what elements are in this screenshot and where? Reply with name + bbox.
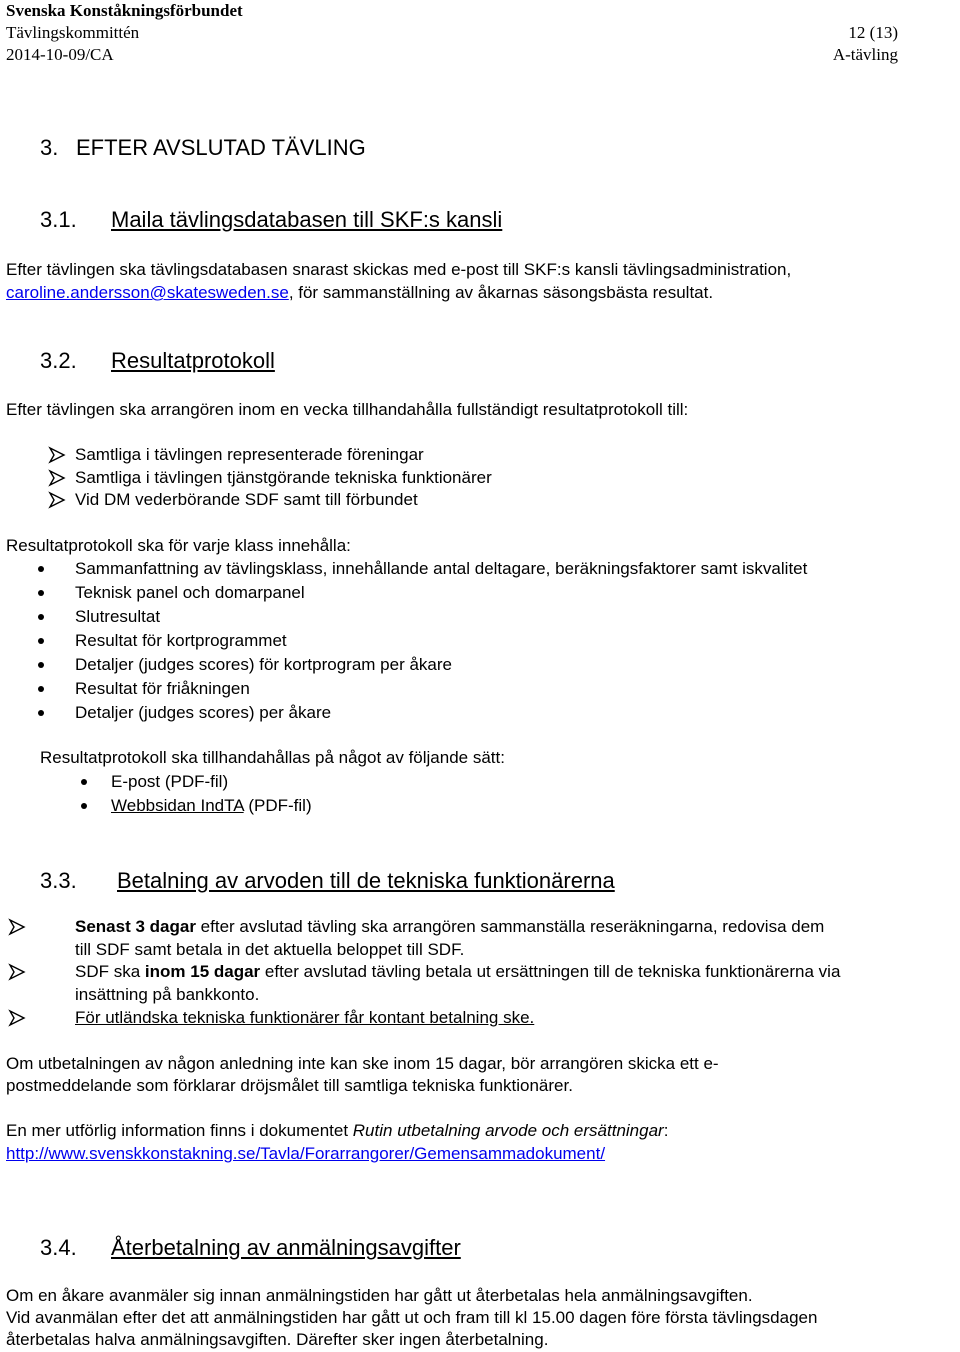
section-3-3-number: 3.3.: [40, 868, 77, 893]
delivery-item-web: [111, 795, 312, 817]
refund-line2: Vid avanmälan efter det att anmälningstiden har gått ut och fram till kl 15.00 dagen före första tävlingsdagen: [6, 1308, 818, 1327]
recipient-item: Samtliga i tävlingen tjänstgörande tekniska funktionärer: [75, 468, 492, 487]
recipient-item: Samtliga i tävlingen representerade föreningar: [75, 445, 424, 464]
section-3-1-number: 3.1.: [40, 207, 77, 232]
payment-rule-1-line2: till SDF samt betala in det aktuella beloppet till SDF.: [75, 940, 465, 959]
payment-rule-2: [75, 961, 840, 983]
arrow-bullet-icon: [48, 469, 66, 487]
kansli-email-link[interactable]: caroline.andersson@skatesweden.se: [6, 283, 289, 302]
bullet-dot-icon: [38, 662, 44, 668]
header-date: 2014-10-09/CA: [6, 45, 114, 64]
delivery-item-web-rest: (PDF-fil): [243, 796, 312, 815]
refund-line1: Om en åkare avanmäler sig innan anmälningstiden har gått ut återbetalas hela anmälningsavgiften.: [6, 1286, 753, 1305]
section-3-2-number: 3.2.: [40, 348, 77, 373]
header-page-number: 12 (13): [848, 23, 898, 42]
payment-rule-2-a: SDF ska: [75, 962, 145, 981]
section-3-4-number: 3.4.: [40, 1235, 77, 1260]
contents-item: Resultat för kortprogrammet: [75, 631, 287, 650]
bullet-dot-icon: [38, 686, 44, 692]
arrow-bullet-icon: [8, 918, 26, 936]
section-3-1-text-line1: Efter tävlingen ska tävlingsdatabasen snarast skickas med e-post till SKF:s kansli tävlingsadministration,: [6, 260, 792, 279]
delay-paragraph-line1: Om utbetalningen av någon anledning inte kan ske inom 15 dagar, bör arrangören skicka ett e-: [6, 1054, 719, 1073]
bullet-dot-icon: [81, 779, 87, 785]
bullet-dot-icon: [38, 590, 44, 596]
payment-rule-3: För utländska tekniska funktionärer får kontant betalning ske.: [75, 1008, 535, 1027]
section-3-3-title: Betalning av arvoden till de tekniska funktionärerna: [117, 868, 615, 893]
section-3-4-title: Återbetalning av anmälningsavgifter: [111, 1235, 461, 1260]
payment-rule-2-line2: insättning på bankkonto.: [75, 985, 260, 1004]
contents-item: Sammanfattning av tävlingsklass, innehållande antal deltagare, beräkningsfaktorer samt iskvalitet: [75, 559, 808, 578]
header-committee: Tävlingskommittén: [6, 23, 140, 42]
delivery-item-email: E-post (PDF-fil): [111, 772, 229, 791]
bullet-dot-icon: [38, 614, 44, 620]
arrow-bullet-icon: [48, 446, 66, 464]
bullet-dot-icon: [38, 566, 44, 572]
contents-item: Detaljer (judges scores) per åkare: [75, 703, 332, 722]
arrow-bullet-icon: [8, 963, 26, 981]
section-3-number: 3.: [40, 135, 59, 160]
payment-rule-2-rest: efter avslutad tävling betala ut ersättningen till de tekniska funktionärerna via: [260, 962, 841, 981]
arrow-bullet-icon: [8, 1009, 26, 1027]
contents-item: Resultat för friåkningen: [75, 679, 250, 698]
bullet-dot-icon: [38, 710, 44, 716]
indta-link[interactable]: Webbsidan IndTA: [111, 796, 244, 815]
header-organization: Svenska Konståkningsförbundet: [6, 1, 243, 20]
contents-intro: Resultatprotokoll ska för varje klass innehålla:: [6, 536, 351, 555]
payment-rule-1: [75, 916, 824, 938]
header-category: A-tävling: [832, 45, 898, 64]
payment-rule-2-bold: inom 15 dagar: [144, 962, 261, 981]
contents-item: Slutresultat: [75, 607, 161, 626]
arrow-bullet-icon: [48, 491, 66, 509]
section-3-1-text-line2: [6, 282, 713, 304]
contents-item: Detaljer (judges scores) för kortprogram per åkare: [75, 655, 452, 674]
delay-paragraph-line2: postmeddelande som förklarar dröjsmålet till samtliga tekniska funktionärer.: [6, 1076, 573, 1095]
info-paragraph-a: En mer utförlig information finns i dokumentet: [6, 1121, 353, 1140]
contents-item: Teknisk panel och domarpanel: [75, 583, 305, 602]
section-3-2-intro: Efter tävlingen ska arrangören inom en vecka tillhandahålla fullständigt resultatprotokoll till:: [6, 400, 689, 419]
refund-line3: återbetalas halva anmälningsavgiften. Därefter sker ingen återbetalning.: [6, 1330, 549, 1349]
section-3-1-text-rest: , för sammanställning av åkarnas säsongsbästa resultat.: [288, 283, 714, 302]
document-name: Rutin utbetalning arvode och ersättningar: [352, 1121, 664, 1140]
bullet-dot-icon: [38, 638, 44, 644]
info-paragraph-colon: :: [663, 1121, 669, 1140]
recipient-item: Vid DM vederbörande SDF samt till förbundet: [75, 490, 418, 509]
documents-url-link[interactable]: http://www.svenskkonstakning.se/Tavla/Forarrangorer/Gemensammadokument/: [6, 1144, 606, 1163]
section-3-2-title: Resultatprotokoll: [111, 348, 275, 373]
section-3-1-title: Maila tävlingsdatabasen till SKF:s kansli: [111, 207, 503, 232]
section-3-title: EFTER AVSLUTAD TÄVLING: [76, 135, 366, 160]
bullet-dot-icon: [81, 803, 87, 809]
payment-rule-1-rest: efter avslutad tävling ska arrangören sammanställa reseräkningarna, redovisa dem: [195, 917, 825, 936]
documents-url-line: [6, 1143, 605, 1165]
payment-rule-1-bold: Senast 3 dagar: [75, 917, 196, 936]
delivery-intro: Resultatprotokoll ska tillhandahållas på något av följande sätt:: [40, 748, 505, 767]
info-paragraph: [6, 1120, 668, 1142]
